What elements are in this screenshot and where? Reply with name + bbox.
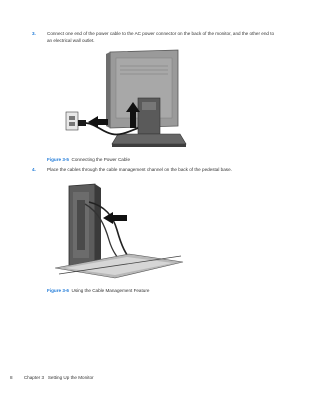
- step-text: Place the cables through the cable management channel on the back of the pedestal base.: [47, 167, 232, 172]
- power-cable-illustration: [62, 48, 188, 156]
- step-number: 4.: [32, 167, 36, 172]
- page-number: 8: [10, 375, 13, 380]
- figure-caption: [47, 157, 130, 163]
- step-number: 3.: [32, 31, 36, 36]
- page-footer: [10, 375, 94, 381]
- figure-caption-text: Connecting the Power Cable: [71, 157, 130, 162]
- figure-caption: [47, 288, 149, 294]
- chapter-title: Chapter 3 Setting Up the Monitor: [23, 375, 94, 380]
- figure-label: Figure 3-5: [47, 157, 69, 162]
- figure-label: Figure 3-6: [47, 288, 69, 293]
- cable-management-illustration: [55, 182, 185, 282]
- figure-caption-text: Using the Cable Management Feature: [71, 288, 150, 293]
- step-text: Connect one end of the power cable to the AC power connector on the back of the monitor, and the other end to an electrical wall outlet.: [47, 31, 275, 43]
